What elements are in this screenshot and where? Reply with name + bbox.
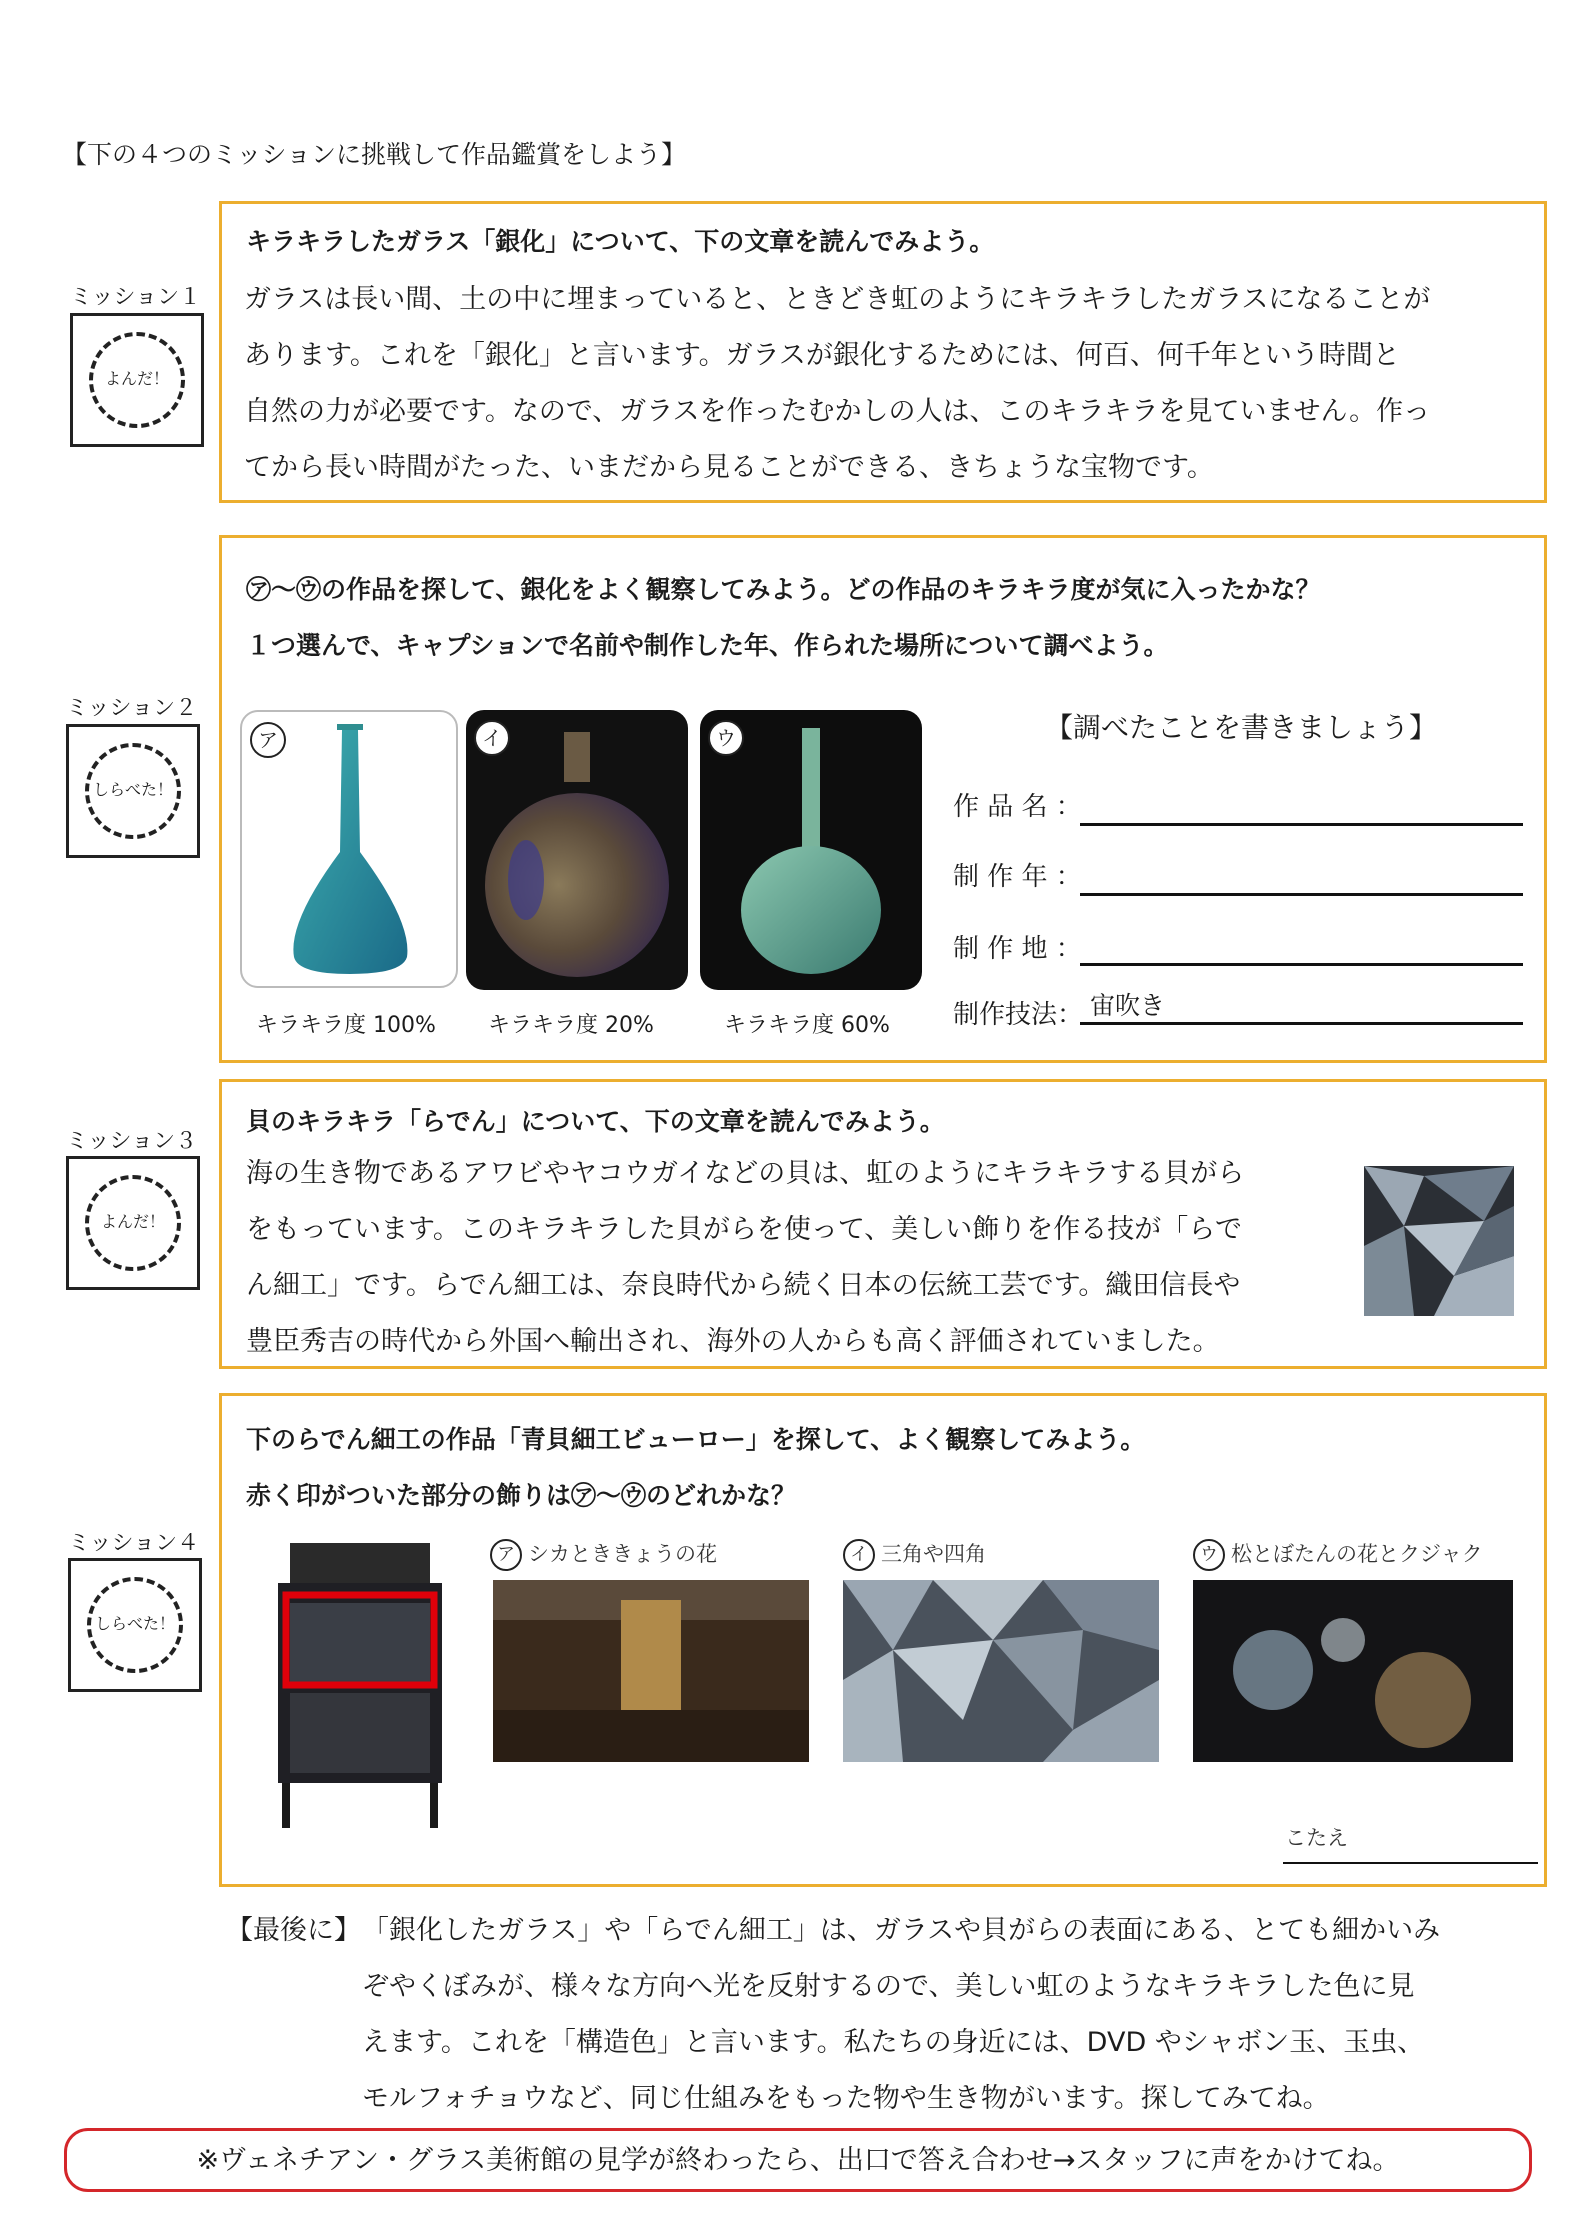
work-a-caption: キラキラ度 100% bbox=[256, 1013, 436, 1038]
tag-a: ア bbox=[250, 722, 286, 758]
mission-1-label: ミッション１ bbox=[70, 285, 202, 310]
work-i-photo bbox=[466, 710, 688, 990]
mission-1-title: キラキラしたガラス「銀化」について、下の文章を読んでみよう。 bbox=[246, 227, 995, 256]
body-line: をもっています。このキラキラした貝がらを使って、美しい飾りを作る技が「らで bbox=[246, 1214, 1243, 1245]
final-label-text: 【最後に】 bbox=[226, 1915, 361, 1946]
mission-2-stamp[interactable] bbox=[66, 724, 200, 858]
body-line: ん細工」です。らでん細工は、奈良時代から続く日本の伝統工芸です。織田信長や bbox=[246, 1270, 1241, 1301]
option-u-image bbox=[1193, 1580, 1513, 1762]
mission-1-stamp[interactable] bbox=[70, 313, 204, 447]
field-input-title[interactable] bbox=[1080, 823, 1523, 826]
body-line: てから長い時間がたった、いまだから見ることができる、きちょうな宝物です。 bbox=[244, 452, 1214, 483]
page-heading: 【下の４つのミッションに挑戦して作品鑑賞をしよう】 bbox=[62, 140, 687, 169]
mission-3-title: 貝のキラキラ「らでん」について、下の文章を読んでみよう。 bbox=[246, 1107, 945, 1136]
stamp-label: しらべた！ bbox=[94, 1614, 175, 1633]
mission-2-title-line-2: １つ選んで、キャプションで名前や制作した年、作られた場所について調べよう。 bbox=[246, 631, 1169, 660]
final-line: モルフォチョウなど、同じ仕組みをもった物や生き物がいます。探してみてね。 bbox=[362, 2083, 1330, 2114]
field-input-technique[interactable] bbox=[1080, 1022, 1523, 1025]
mission-2-title-line-1: ㋐～㋒の作品を探して、銀化をよく観察してみよう。どの作品のキラキラ度が気に入ったかな？ bbox=[246, 575, 1321, 604]
field-label-technique: 制作技法： bbox=[953, 1000, 1084, 1030]
field-label-year: 制 作 年 ： bbox=[953, 862, 1082, 892]
option-u-tag: ウ bbox=[1193, 1539, 1225, 1571]
option-a-tag: ア bbox=[490, 1539, 522, 1571]
option-i-tag: イ bbox=[843, 1539, 875, 1571]
option-u-text: 松とぼたんの花とクジャク bbox=[1231, 1542, 1483, 1566]
body-line: 海の生き物であるアワビやヤコウガイなどの貝は、虹のようにキラキラする貝がら bbox=[246, 1158, 1245, 1189]
option-a-text: シカとききょうの花 bbox=[528, 1542, 717, 1566]
field-value-technique: 宙吹き bbox=[1090, 991, 1166, 1020]
field-label-title: 作 品 名 ： bbox=[953, 792, 1082, 822]
body-line: ガラスは長い間、土の中に埋まっていると、ときどき虹のようにキラキラしたガラスになることが bbox=[244, 284, 1431, 315]
mission-4-title-line-1: 下のらでん細工の作品「青貝細工ビューロー」を探して、よく観察してみよう。 bbox=[246, 1425, 1146, 1454]
body-line: 豊臣秀吉の時代から外国へ輸出され、海外の人からも高く評価されていました。 bbox=[246, 1326, 1220, 1357]
tag-i: イ bbox=[474, 720, 510, 756]
option-a-label bbox=[490, 1538, 717, 1571]
option-i-image bbox=[843, 1580, 1159, 1762]
notes-title: 【調べたことを書きましょう】 bbox=[1045, 711, 1438, 744]
field-label-place: 制 作 地 ： bbox=[953, 934, 1082, 964]
field-input-year[interactable] bbox=[1080, 893, 1523, 896]
body-line: あります。これを「銀化」と言います。ガラスが銀化するためには、何百、何千年という時間と bbox=[244, 340, 1400, 371]
mission-3-label: ミッション３ bbox=[66, 1129, 198, 1154]
final-line: ぞやくぼみが、様々な方向へ光を反射するので、美しい虹のようなキラキラした色に見 bbox=[362, 1971, 1415, 2002]
option-u-label bbox=[1193, 1538, 1483, 1571]
body-line: 自然の力が必要です。なので、ガラスを作ったむかしの人は、このキラキラを見ていません。作っ bbox=[244, 396, 1431, 427]
work-u-photo bbox=[700, 710, 922, 990]
final-label bbox=[226, 1903, 361, 1959]
stamp-label: よんだ！ bbox=[104, 369, 169, 388]
mission-3-stamp[interactable] bbox=[66, 1156, 200, 1290]
final-line: 「銀化したガラス」や「らでん細工」は、ガラスや貝がらの表面にある、とても細かいみ bbox=[362, 1915, 1441, 1946]
work-u-caption: キラキラ度 60% bbox=[724, 1013, 890, 1038]
option-i-label bbox=[843, 1538, 986, 1571]
stamp-label: よんだ！ bbox=[100, 1212, 165, 1231]
mission-1-body bbox=[244, 272, 1430, 496]
raden-sample-image bbox=[1364, 1166, 1514, 1316]
answer-label: こたえ bbox=[1285, 1826, 1348, 1850]
mission-4-title-line-2: 赤く印がついた部分の飾りは㋐～㋒のどれかな？ bbox=[246, 1481, 797, 1510]
work-i-caption: キラキラ度 20% bbox=[488, 1013, 654, 1038]
answer-input[interactable] bbox=[1283, 1862, 1538, 1864]
work-a-photo bbox=[240, 710, 458, 988]
final-body bbox=[362, 1903, 1440, 2127]
mission-3-body bbox=[246, 1146, 1244, 1370]
stamp-label: しらべた！ bbox=[92, 780, 173, 799]
mission-4-stamp[interactable] bbox=[68, 1558, 202, 1692]
field-input-place[interactable] bbox=[1080, 963, 1523, 966]
mission-4-label: ミッション４ bbox=[68, 1531, 200, 1556]
final-line: えます。これを「構造色」と言います。私たちの身近には、DVD やシャボン玉、玉虫、 bbox=[362, 2027, 1425, 2058]
option-a-image bbox=[493, 1580, 809, 1762]
option-i-text: 三角や四角 bbox=[881, 1542, 986, 1566]
notice-text: ※ヴェネチアン・グラス美術館の見学が終わったら、出口で答え合わせ→スタッフに声をかけてね。 bbox=[196, 2145, 1400, 2176]
notice-banner bbox=[64, 2128, 1532, 2192]
mission-2-label: ミッション２ bbox=[66, 696, 198, 721]
tag-u: ウ bbox=[708, 720, 744, 756]
bureau-image bbox=[260, 1543, 460, 1833]
